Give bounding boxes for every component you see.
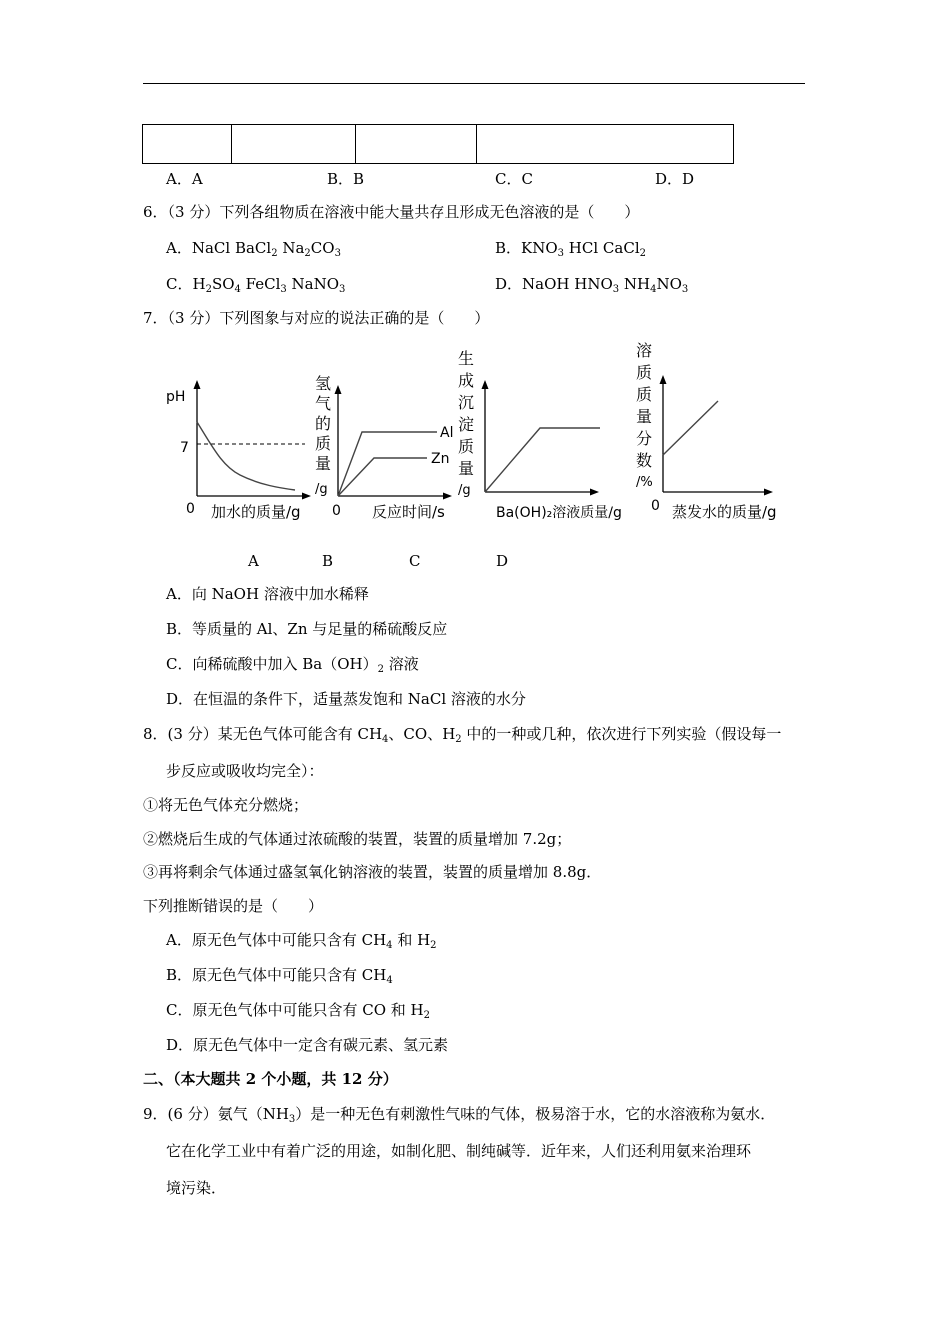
graph-a-x-label: 加水的质量/g — [211, 503, 301, 521]
graph-b-y-label-3: 质 — [315, 434, 332, 453]
q6-stem: 6．（3 分）下列各组物质在溶液中能大量共存且形成无色溶液的是（ ） — [143, 203, 640, 221]
graph-b-y-label-2: 的 — [315, 414, 332, 433]
table-row — [143, 125, 734, 164]
graph-letter-a: A — [248, 552, 259, 570]
graph-c-y-label-0: 生 — [458, 349, 475, 368]
graph-c-y-label-2: 沉 — [458, 393, 475, 412]
q9-line3: 境污染． — [166, 1179, 227, 1197]
graph-letter-b: B — [322, 552, 334, 570]
graph-d-y-label-6: /% — [636, 475, 653, 490]
q7-graphs-figure — [150, 335, 800, 530]
q8-stem-line1: 8．(3 分）某无色气体可能含有 $CH_4$、CO、$H_2$ 中的一种或几种，依次进行下列实验（假设每一 — [143, 725, 782, 745]
graph-a-x-arrow — [302, 493, 311, 500]
graph-c-y-label-1: 成 — [458, 371, 475, 390]
graph-d-y-label-5: 数 — [636, 451, 653, 470]
q8-step-3: ③再将剩余气体通过盛氢氧化钠溶液的装置，装置的质量增加 8.8g． — [143, 863, 602, 881]
graph-b-y-label-1: 气 — [315, 394, 332, 413]
graph-a-y-label: pH — [166, 389, 186, 405]
graph-c-y-arrow — [482, 380, 489, 389]
q6-option-a: A．NaCl BaCl$_2$ $Na_2CO_3$ — [166, 239, 341, 259]
graph-c-y-label-3: 淀 — [458, 415, 475, 434]
graph-d-y-label-2: 质 — [636, 385, 653, 404]
graph-d-y-label-3: 量 — [636, 407, 653, 426]
q8-option-c: C．原无色气体中可能只含有 CO 和 $H_2$ — [166, 1001, 431, 1021]
graph-d-y-arrow — [660, 375, 667, 384]
graph-b-x-arrow — [443, 493, 452, 500]
graph-d-line — [663, 401, 718, 455]
table-cell — [143, 125, 232, 164]
answer-table — [142, 124, 734, 164]
q7-option-d: D．在恒温的条件下，适量蒸发饱和 NaCl 溶液的水分 — [166, 690, 526, 708]
graph-d — [636, 341, 777, 521]
graph-letter-c: C — [409, 552, 421, 570]
graph-letter-d: D — [496, 552, 509, 570]
graph-b-y-label-4: 量 — [315, 454, 332, 473]
q6-option-c: C．$H_2SO_4$ FeCl$_3$ NaNO$_3$ — [166, 275, 346, 295]
table-label-d: D．D — [655, 170, 695, 188]
graph-d-x-arrow — [764, 489, 773, 496]
graph-c-line — [485, 428, 600, 492]
graph-b-y-arrow — [335, 385, 342, 394]
q8-option-a: A．原无色气体中可能只含有 $CH_4$ 和 $H_2$ — [166, 931, 437, 951]
q7-stem: 7．（3 分）下列图象与对应的说法正确的是（ ） — [143, 309, 490, 327]
q9-line2: 它在化学工业中有着广泛的用途，如制化肥、制纯碱等．近年来，人们还利用氨来治理环 — [166, 1142, 752, 1160]
graph-d-y-label-0: 溶 — [636, 341, 653, 360]
q6-option-b: B．$KNO_3$ HCl CaCl$_2$ — [495, 239, 646, 259]
graph-a-y-arrow — [194, 380, 201, 389]
q7-option-c: C．向稀硫酸中加入 $Ba(OH)_2$ 溶液 — [166, 655, 419, 675]
graph-b-x-label: 反应时间/s — [372, 503, 445, 521]
graph-c-x-arrow — [590, 489, 599, 496]
q8-stem-line2: 步反应或吸收均完全）： — [166, 762, 324, 780]
table-label-c: C．C — [495, 170, 533, 188]
graph-d-x-label: 蒸发水的质量/g — [672, 503, 777, 521]
table-label-a: A．A — [166, 170, 203, 188]
graph-b-y-label-0: 氢 — [315, 374, 332, 393]
graph-a-tick-7: 7 — [180, 440, 189, 456]
graph-a-curve — [197, 422, 295, 490]
q8-step-2: ②燃烧后生成的气体通过浓硫酸的装置，装置的质量增加 7.2g； — [143, 830, 572, 848]
graph-c-x-label: Ba(OH)₂溶液质量/g — [496, 505, 622, 521]
graph-a — [166, 380, 311, 521]
graph-c-y-label-4: 质 — [458, 437, 475, 456]
table-label-b: B．B — [327, 170, 365, 188]
graph-b — [315, 374, 453, 521]
graph-a-origin: 0 — [186, 501, 195, 517]
graph-c — [458, 349, 622, 521]
q8-step-1: ①将无色气体充分燃烧； — [143, 796, 309, 814]
graph-b-al-label: Al — [440, 425, 454, 441]
graph-b-origin: 0 — [332, 503, 341, 519]
q8-option-d: D．原无色气体中一定含有碳元素、氢元素 — [166, 1036, 449, 1054]
graph-b-zn-line — [338, 458, 427, 496]
table-cell — [356, 125, 477, 164]
header-rule — [143, 83, 805, 84]
graph-d-origin: 0 — [651, 498, 660, 514]
table-cell — [232, 125, 356, 164]
graph-b-al-line — [338, 432, 437, 496]
q9-line1: 9．(6 分）氨气$(NH_3)$是一种无色有刺激性气味的气体，极易溶于水，它的水溶液称为氨水． — [143, 1105, 776, 1125]
q8-option-b: B．原无色气体中可能只含有 $CH_4$ — [166, 966, 393, 986]
graph-c-y-label-5: 量 — [458, 459, 475, 478]
graph-c-y-label-6: /g — [458, 483, 471, 498]
q7-option-b: B．等质量的 Al、Zn 与足量的稀硫酸反应 — [166, 620, 448, 638]
graph-b-zn-label: Zn — [431, 451, 450, 467]
graph-d-y-label-4: 分 — [636, 429, 653, 448]
q6-option-d: D．NaOH $HNO_3$ $NH_4NO_3$ — [495, 275, 689, 295]
table-cell — [477, 125, 734, 164]
graph-b-y-label-5: /g — [315, 482, 328, 497]
q7-option-a: A．向 NaOH 溶液中加水稀释 — [166, 585, 369, 603]
graph-d-y-label-1: 质 — [636, 363, 653, 382]
q8-ask: 下列推断错误的是（ ） — [143, 897, 324, 915]
section-2-heading: 二、（本大题共 2 个小题，共 12 分） — [143, 1070, 398, 1088]
